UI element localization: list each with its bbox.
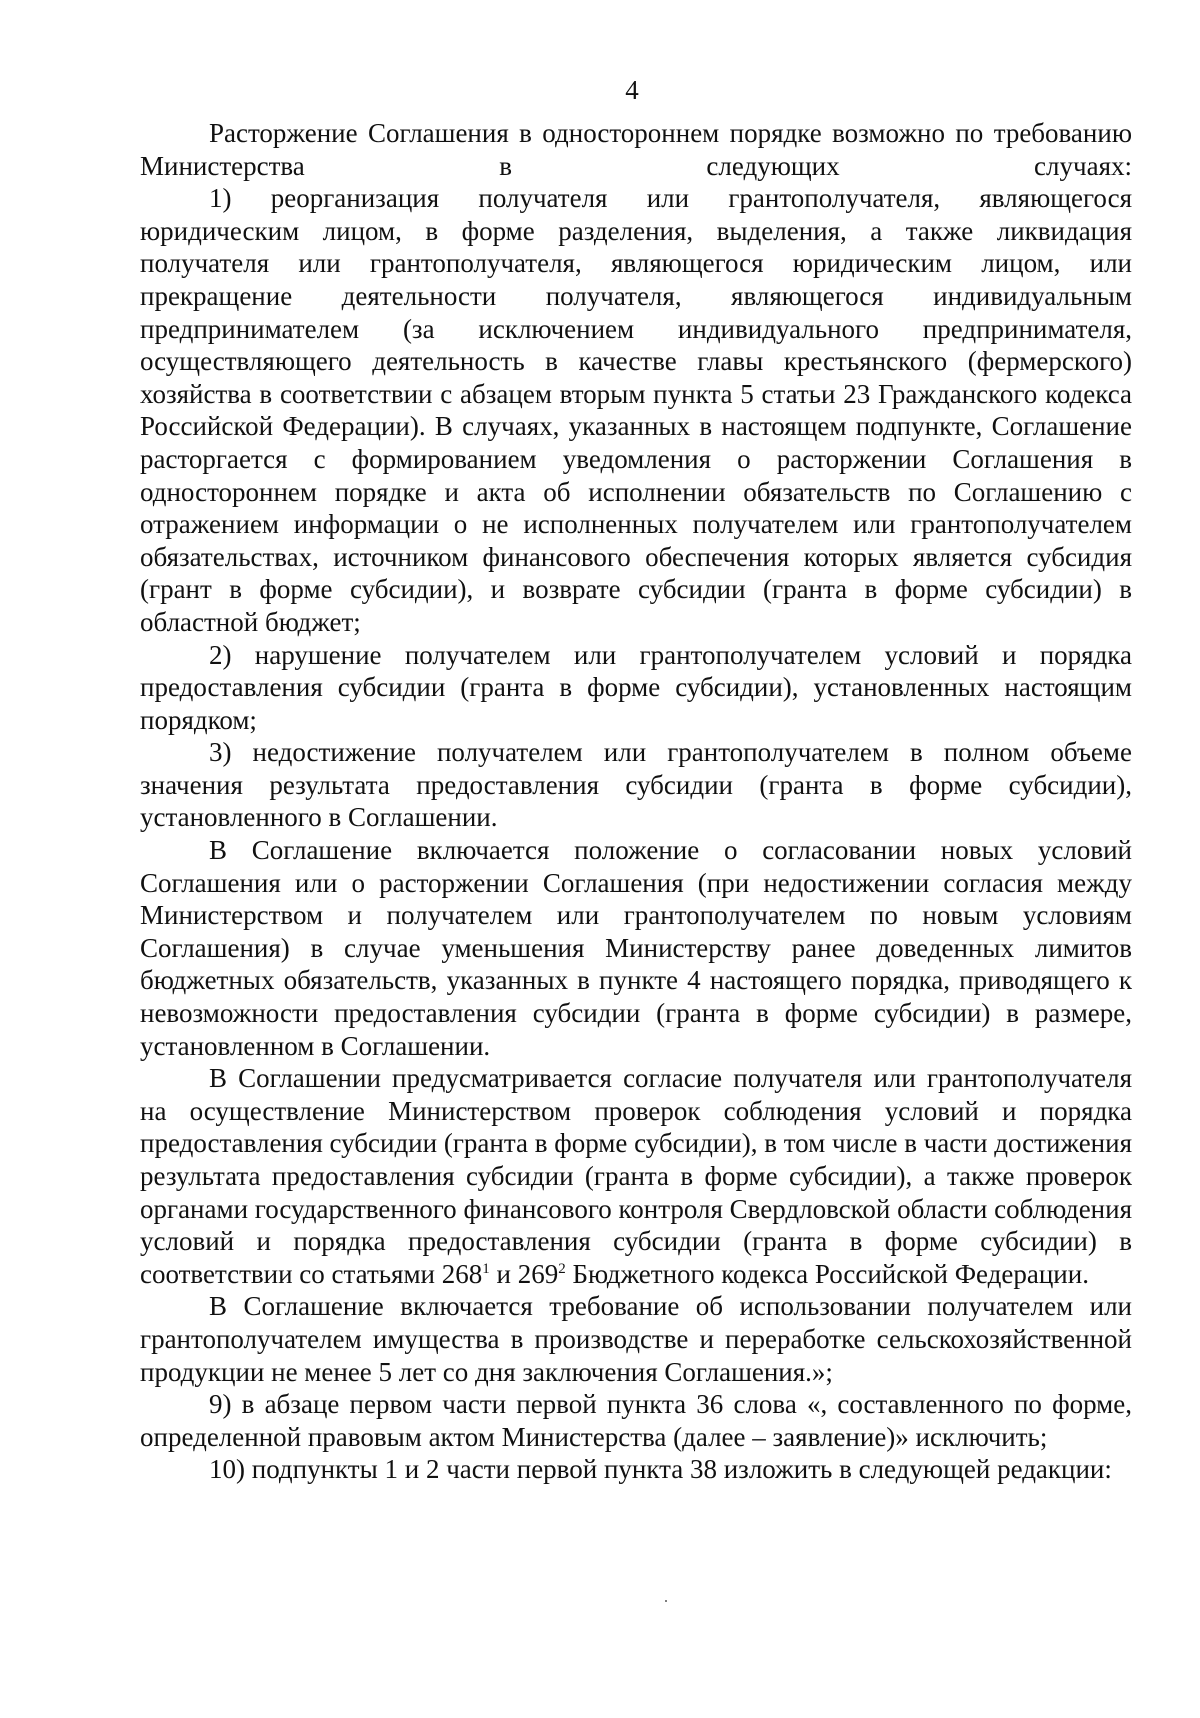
footnote-sup-2: 2 <box>558 1260 566 1277</box>
paragraph-limits-reduction: В Соглашение включается положение о согласовании новых условий Соглашения или о расторжении Соглашения (при недостижении согласия между Министерством и получателем или грантополучателем по новым условиям Соглашения) в случае уменьшения Министерству ранее доведенных лимитов бюджетных обязательств, указанных в пункте 4 настоящего порядка, приводящего к невозможности предоставления субсидии (гранта в форме субсидии) в размере, установленном в Соглашении. <box>140 835 1132 1061</box>
paragraph-audit-consent <box>140 1062 1132 1290</box>
paragraph-item-9-amendment: 9) в абзаце первом части первой пункта 36 слова «, составленного по форме, определенной правовым актом Министерства (далее – заявление)» исключить; <box>140 1389 1132 1452</box>
paragraph-item-1-reorganization: 1) реорганизация получателя или грантополучателя, являющегося юридическим лицом, в форме разделения, выделения, а также ликвидация получателя или грантополучателя, являющегося юридическим лицом, или прекращение деятельности получателя, являющегося индивидуальным предпринимателем (за исключением индивидуального предпринимателя, осуществляющего деятельность в качестве главы крестьянского (фермерского) хозяйства в соответствии с абзацем вторым пункта 5 статьи 23 Гражданского кодекса Российской Федерации). В случаях, указанных в настоящем подпункте, Соглашение расторгается с формированием уведомления о расторжении Соглашения в одностороннем порядке и акта об исполнении обязательств по Соглашению с отражением информации о не исполненных получателем или грантополучателем обязательствах, источником финансового обеспечения которых является субсидия (грант в форме субсидии), и возврате субсидии (гранта в форме субсидии) в областной бюджет; <box>140 183 1132 637</box>
paragraph-item-3-nonachievement: 3) недостижение получателем или грантополучателем в полном объеме значения результата предоставления субсидии (гранта в форме субсидии), установленного в Соглашении. <box>140 737 1132 833</box>
paragraph-termination-intro: Расторжение Соглашения в одностороннем порядке возможно по требованию Министерства в следующих случаях: <box>140 118 1132 181</box>
audit-text-end: Бюджетного кодекса Российской Федерации. <box>565 1258 1089 1289</box>
paragraph-item-10-amendment: 10) подпункты 1 и 2 части первой пункта 38 изложить в следующей редакции: <box>209 1454 1112 1485</box>
audit-text-between: и 269 <box>489 1258 559 1289</box>
paragraph-item-2-violation: 2) нарушение получателем или грантополучателем условий и порядка предоставления субсидии (гранта в форме субсидии), установленных настоящим порядком; <box>140 639 1132 735</box>
paragraph-property-use: В Соглашение включается требование об использовании получателем или грантополучателем имущества в производстве и переработке сельскохозяйственной продукции не менее 5 лет со дня заключения Соглашения.»; <box>140 1291 1132 1387</box>
footnote-sup-1: 1 <box>482 1260 490 1277</box>
page-number: 4 <box>625 75 639 105</box>
scan-speck <box>665 1600 667 1602</box>
document-body <box>140 117 1132 1486</box>
audit-text-main: В Соглашении предусматривается согласие получателя или грантополучателя на осуществление Министерством проверок соблюдения условий и порядка предоставления субсидии (гранта в форме субсидии), в том числе в части достижения результата предоставления субсидии (гранта в форме субсидии), а также проверок органами государственного финансового контроля Свердловской области соблюдения условий и порядка предоставления субсидии (гранта в форме субсидии) в соответствии со статьями 268 <box>140 1063 1132 1289</box>
